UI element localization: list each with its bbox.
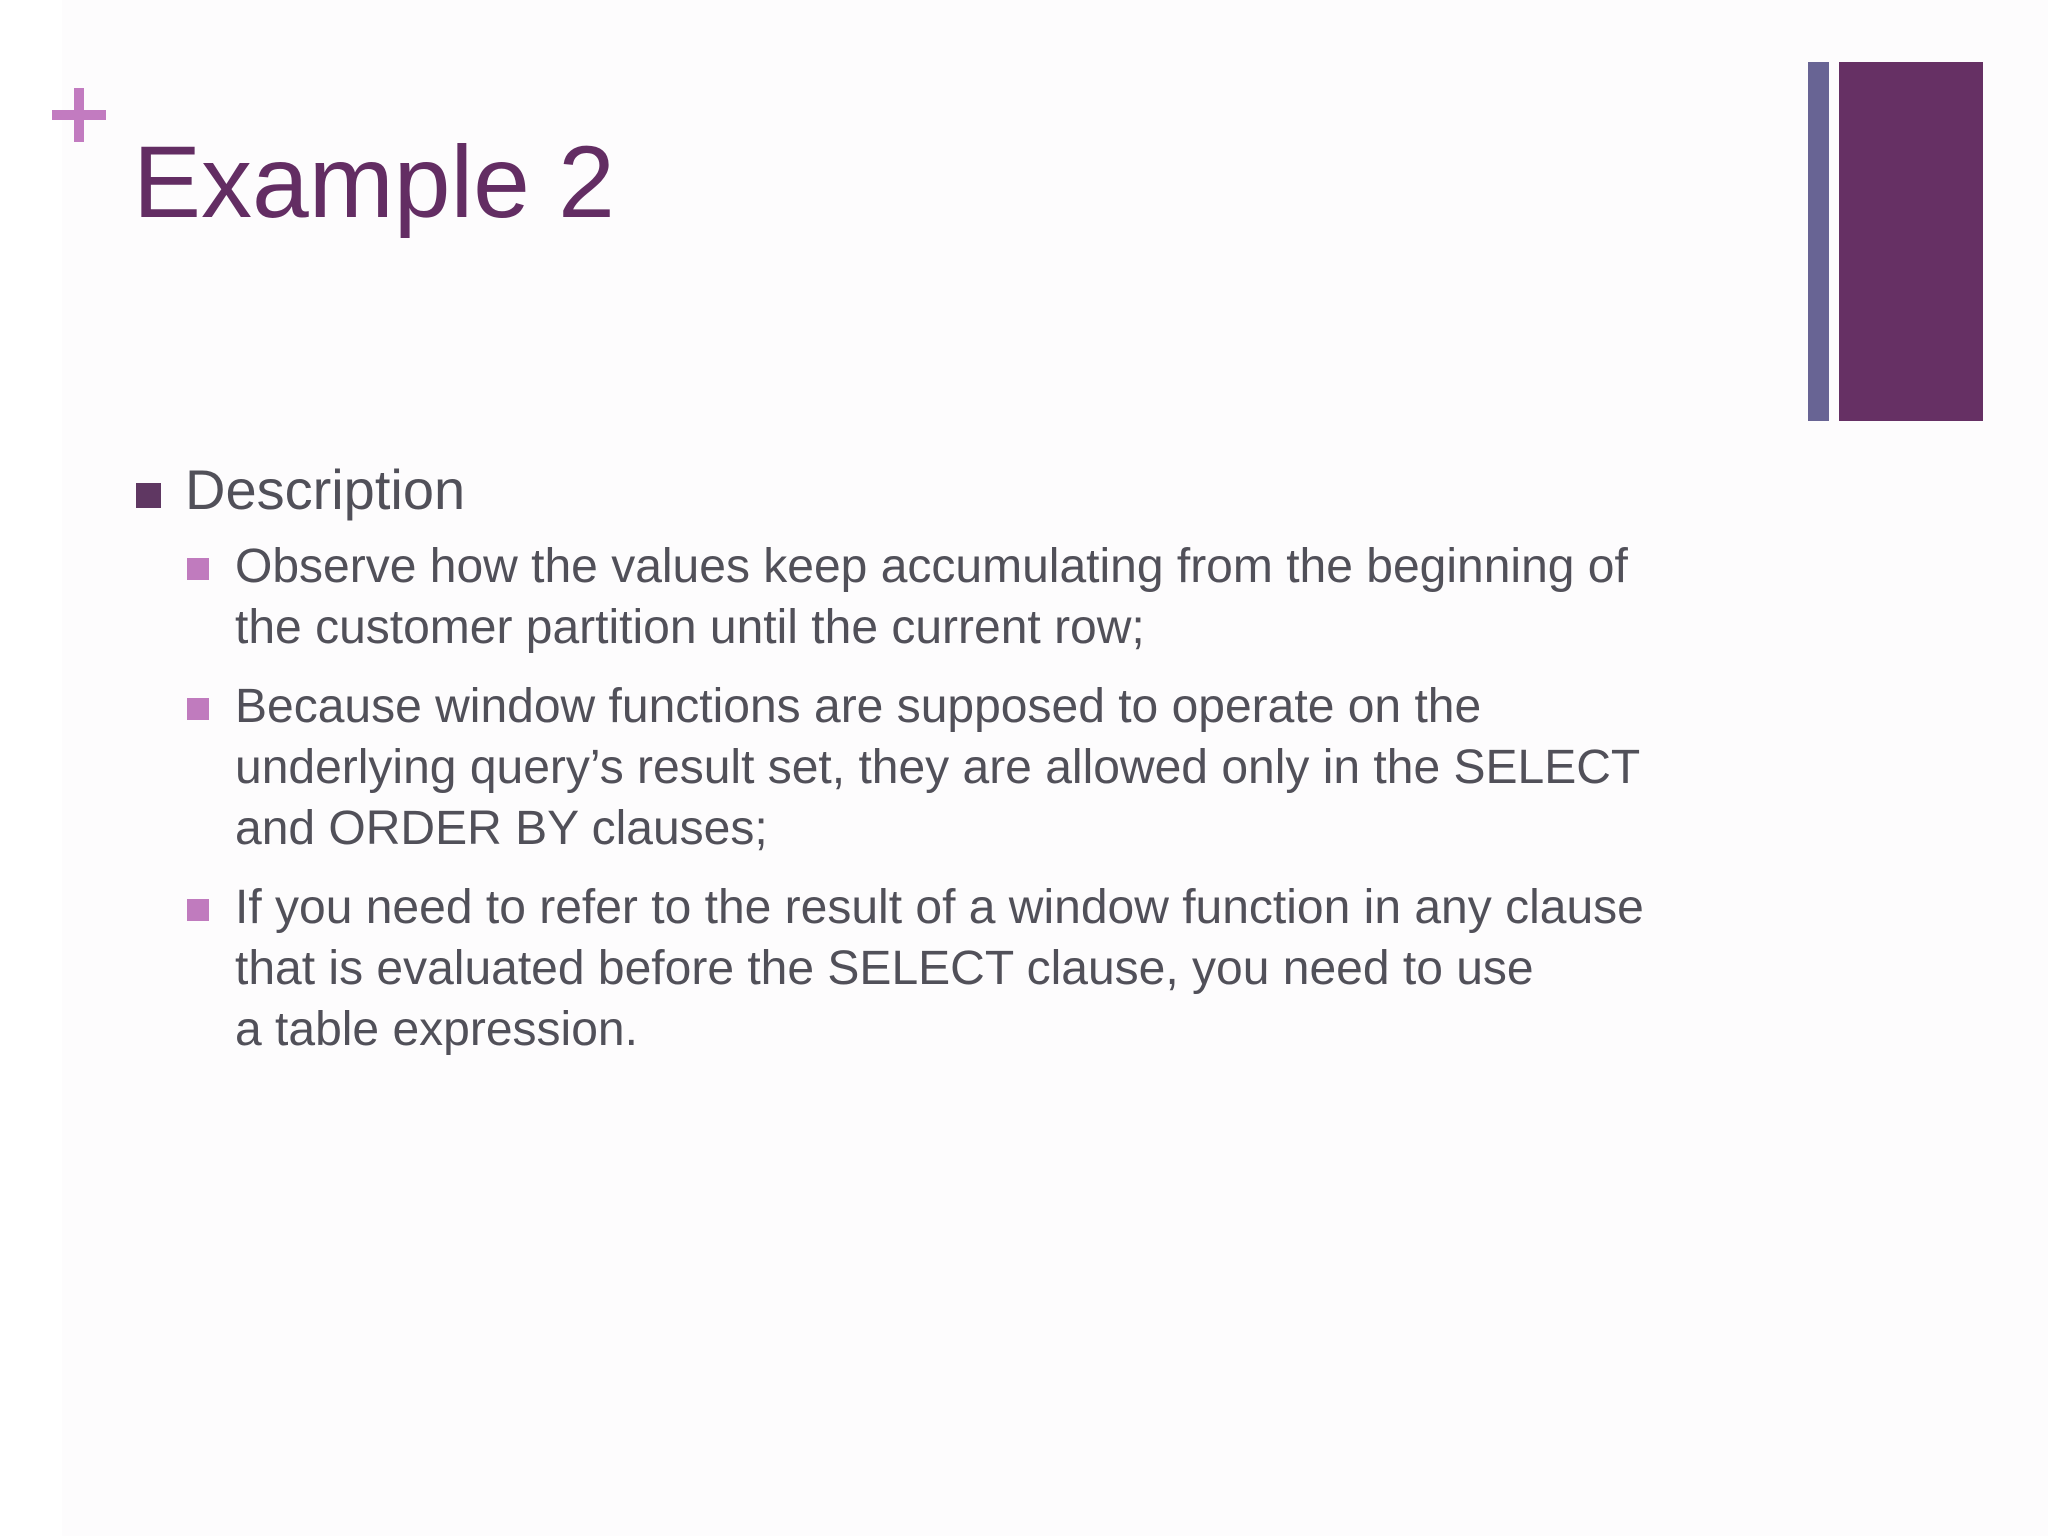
slide-title: Example 2 <box>133 125 615 239</box>
square-bullet-icon <box>187 698 209 720</box>
square-bullet-icon <box>187 558 209 580</box>
slide-body <box>133 458 1773 1078</box>
bullet-description <box>133 458 1773 522</box>
sub-bullet-text: Because window functions are supposed to operate on the underlying query’s result set, they are allowed only in the SELECT and ORDER BY clauses; <box>235 680 1641 855</box>
sub-bullet-item <box>133 536 1773 658</box>
sub-bullet-text: Observe how the values keep accumulating from the beginning of the customer partition until the current row; <box>235 540 1628 654</box>
sub-bullet-list <box>133 536 1773 1060</box>
sub-bullet-text: If you need to refer to the result of a window function in any clause that is evaluated before the SELECT clause, you need to use a table expression. <box>235 881 1644 1056</box>
left-margin-strip <box>0 0 62 1536</box>
square-bullet-icon <box>136 483 161 508</box>
plus-icon <box>52 88 106 142</box>
sub-bullet-item <box>133 877 1773 1060</box>
square-bullet-icon <box>187 899 209 921</box>
sub-bullet-item <box>133 676 1773 859</box>
bullet-description-label: Description <box>185 458 466 521</box>
plus-icon-vertical-stroke <box>74 88 84 142</box>
decorative-bar-thin <box>1808 62 1829 421</box>
decorative-bar-thick <box>1839 62 1983 421</box>
